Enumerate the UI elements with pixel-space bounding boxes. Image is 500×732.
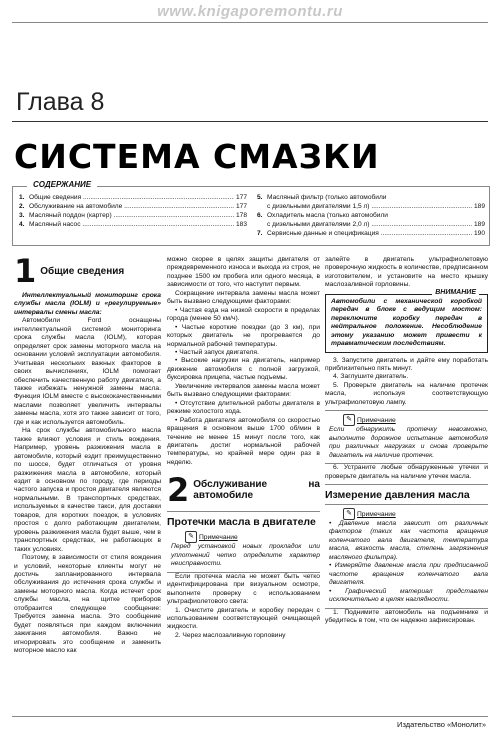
chapter-label: Глава 8 [16,88,105,116]
paragraph: Если протечка масла не может быть четко идентифицирована при визуальном осмотре, выполните проверку с использованием ультрафиолетового света: [167,572,320,606]
pencil-icon: ✎ [185,531,197,543]
step: 2. Через маслозаливную горловину [175,631,286,639]
warning-box [325,288,488,353]
paragraph: На срок службы автомобильного масла также влияют условия и стиль вождения. Например, уровень разжижения масла в автомобиле, который ездит преимущественно по шоссе, будет отличаться от уровня разжижения масла в автомобиле, который ездит в основном по городу, где периоды частого запуска и простоя двигателя являются нормальными. В транспортных средствах, используемых в качестве такси, для доставки товаров, для коротких поездок, в условиях простоя с долго работающим двигателем, уровень разжижения масла будет выше, чем в транспортных средствах, не работающих в таких условиях. [14,427,161,553]
toc-item[interactable]: 3. Масляный поддон (картер) ..... 178 [19,211,247,220]
column-2 [167,256,320,640]
note: ✎ Примечание • Давление масла зависит от различных факторов (таких как частота вращения коленчатого вала двигателя, температура масла, вязкость масла, степень загрязнения масляного фильтра). • Измеряйте давление масла при предписанной частоте вращения коленчатого вала двигателя. • Графический материал представлен исключительно в целях наглядности. [325,508,488,605]
note: ✎ Примечание Перед установкой новых прокладок или уплотнений четко определите характер неисправности. [171,533,320,568]
step: 5. Проверьте двигатель на наличие протечек масла, используя соответствующую ультрафиолетовую лампу. [325,381,488,406]
list-item: • Высокие нагрузки на двигатель, например движение автомобиля с полной загрузкой, буксировка прицепа, частые подъемы. [167,357,320,382]
list-item: • Частые короткие поездки (до 3 км), при которых двигатель не прогревается до нормальной рабочей температуры. [167,324,320,349]
toc-item[interactable]: с дизельными двигателями 2,0 л) ..... 189 [257,220,485,229]
pencil-icon: ✎ [343,414,355,426]
publisher-footer: Издательство «Монолит» [397,720,486,729]
divider [325,410,488,411]
warning-text: Автомобили с механической коробкой передач в блоке с ведущим мостом: переключите коробку передач в нейтральное положение. Несоблюдение этому указанию может привести к травматическим последствиям. [331,297,482,348]
toc-heading: СОДЕРЖАНИЕ [27,180,97,189]
list-item: • Частая езда на низкой скорости в пределах города (менее 50 км/ч). [167,307,320,324]
toc-item[interactable]: 6. Охладитель масла (только автомобили [257,212,388,219]
table-of-contents [12,180,490,246]
paragraph: залейте в двигатель ультрафиолетовую проверочную жидкость в количестве, предписанном изготовителем, и установите на место крышку маслозаливной горловины. [325,256,488,289]
divider [325,484,488,485]
watermark: www.knigaporemontu.ru [157,3,343,20]
step: 1. Поднимите автомобиль на подъемнике и убедитесь в том, что он надежно зафиксирован. [325,608,488,624]
subsection-title: Измерение давления масла [325,488,470,501]
section-1-header [14,252,161,290]
toc-item[interactable]: 7. Сервисные данные и спецификация ..... 190 [257,229,485,238]
step: 3. Запустите двигатель и дайте ему поработать приблизительно пять минут. [325,356,488,372]
paragraph: Сокращение интервала замены масла может быть вызвано следующими факторами: [167,289,320,306]
section-number: 2 [167,471,190,510]
step: 1. Очистите двигатель и коробку передач с использованием соответствующей очищающей жидкости. [167,606,320,631]
list-item: • Частый запуск двигателя. [167,349,320,357]
footer-divider [12,716,488,717]
section-title: Общие сведения [40,265,125,277]
column-3 [325,256,488,625]
toc-item[interactable]: 5. Масляный фильтр (только автомобили [257,194,387,201]
list-item: • Работа двигателя автомобиля со скоростью вращения в основном выше 1700 об/мин в течение не менее 15 минут после того, как двигатель достиг нормальной рабочей температуры, но крайней мере один раз в неделю. [167,417,320,468]
toc-right-column [257,193,485,238]
chapter-divider [12,121,488,122]
toc-item[interactable]: 1. Общие сведения ..... 177 [19,193,247,202]
paragraph: можно скорее в целях защиты двигателя от преждевременного износа и выхода из строя, не позднее 1500 км пробега или одного месяца, в зависимости от того, что наступит первым. [167,256,320,289]
pencil-icon: ✎ [343,508,355,520]
warning-heading: ВНИМАНИЕ [432,289,479,297]
note-heading: ✎ Примечание [329,508,488,520]
section-number: 1 [14,252,37,290]
section-2-header [167,471,320,510]
step: 4. Заглушите двигатель. [333,373,409,381]
paragraph: Автомобили Ford оснащены интеллектуальной системой мониторинга срока службы масла (IOLM), которая определяет срок замены моторного масла на основании условий эксплуатации автомобиля. Учитывая нескольких важных факторов в своих вычислениях, IOLM помогает обеспечить качественную работу двигателя, а также избежать ненужной замены масла. Функция IOLM вместе с высококачественными маслами позволяет увеличить интервалы замены масла, хотя это также зависит от того, где и как используется автомобиль. [14,317,161,426]
lead-paragraph: Интеллектуальный мониторинг срока службы масла (IOLM) и «регулируемые» интервалы смены масла: [14,292,161,316]
divider [167,511,320,512]
toc-item[interactable]: 2. Обслуживание на автомобиле ..... 177 [19,202,247,211]
subsection-title: Протечки масла в двигателе [167,516,316,529]
paragraph: Поэтому, в зависимости от стиля вождения и условий, некоторые клиенты могут не достичь запланированного интервала обслуживания до истечения срока службы и замены моторного масла. Когда истечет срок службы масла, на щитке приборов отобразится следующее сообщение: Требуется замена масла. Это сообщение будет появляться при каждом включении зажигания автомобиля. Важно не игнорировать это сообщение и заменить моторное масло как [14,554,161,655]
top-divider [12,22,488,23]
note-heading: ✎ Примечание [171,531,320,543]
section-title: Обслуживание на автомобиле [193,479,320,502]
toc-left-column [19,193,247,229]
note-heading: ✎ Примечание [329,414,488,426]
divider [325,504,488,505]
toc-item[interactable]: с дизельными двигателями 1,5 л) ..... 189 [257,202,485,211]
page-title: СИСТЕМА СМАЗКИ [14,137,380,176]
note: ✎ Примечание Если обнаружить протечку невозможно, выполните дорожное испытание автомобиля при различных нагрузках и снова проверьте двигатель на наличие протечек. [329,416,488,459]
list-item: • Отсутствие длительной работы двигателя в режиме холостого хода. [167,400,320,417]
toc-item[interactable]: 4. Масляный насос ..... 183 [19,220,247,229]
column-1 [14,252,161,655]
step: 6. Устраните любые обнаруженные утечки и проверьте двигатель на наличие утечек масла. [325,464,488,480]
paragraph: Увеличение интервалов замены масла может быть вызвано следующими факторами: [167,382,320,399]
